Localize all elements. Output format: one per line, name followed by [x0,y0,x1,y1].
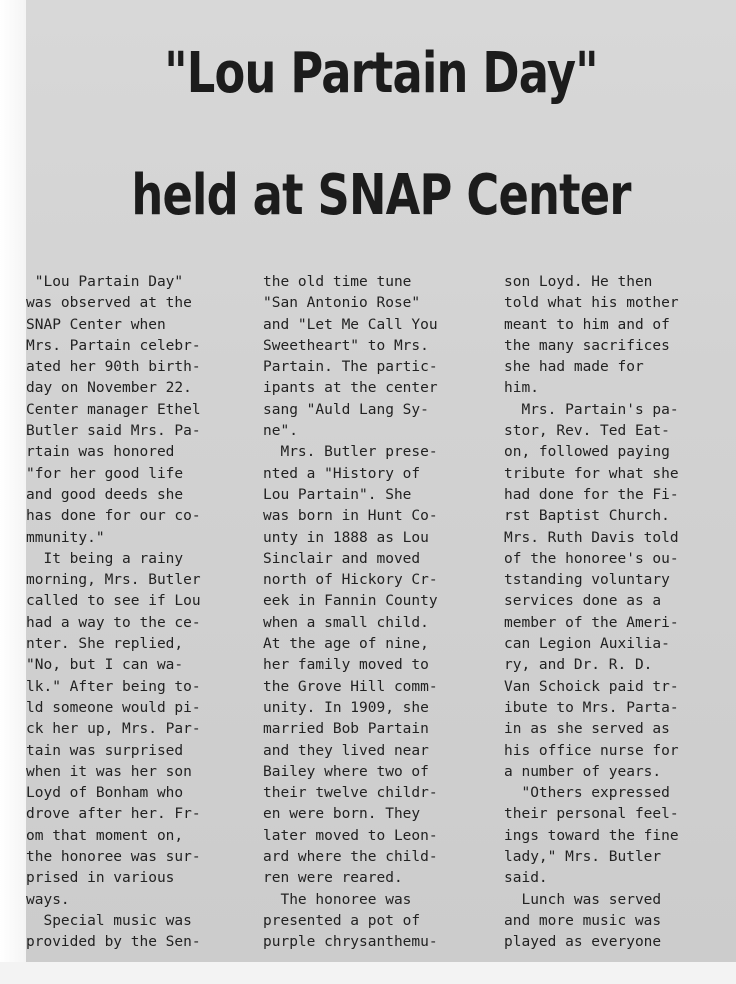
article-text-line: was observed at the [26,295,192,312]
article-text-line: tstanding voluntary [504,572,670,589]
article-text-line: unty in 1888 as Lou [263,529,429,546]
article-text-line: day on November 22. [26,380,192,397]
article-text-line: "No, but I can wa- [26,657,184,674]
article-text-line: can Legion Auxilia- [504,636,670,653]
article-text-line: their personal feel- [504,806,679,823]
article-text-line: Special music was [26,912,192,929]
article-text-line: "Others expressed [504,785,670,802]
article-text-line: him. [504,380,539,397]
article-text-line: Mrs. Partain celebr- [26,337,201,354]
article-text-line: on, followed paying [504,444,670,461]
article-text-line: Mrs. Ruth Davis told [504,529,679,546]
article-text-line: tribute for what she [504,465,679,482]
article-text-line: en were born. They [263,806,421,823]
article-text-line: eek in Fannin County [263,593,438,610]
article-text-line: provided by the Sen- [26,934,201,951]
article-text-line: told what his mother [504,295,679,312]
article-text-line: "San Antonio Rose" [263,295,421,312]
article-text-line: married Bob Partain [263,721,429,738]
article-text-line: Mrs. Partain's pa- [504,401,679,418]
article-text-line: presented a pot of [263,912,421,929]
article-column-1 [26,272,201,954]
article-text-line: ipants at the center [263,380,438,397]
article-text-line: Bailey where two of [263,763,429,780]
article-text-line: and good deeds she [26,486,184,503]
article-text-line: Loyd of Bonham who [26,785,184,802]
article-text-line: in as she served as [504,721,670,738]
article-text-line: the old time tune [263,274,412,290]
article-text-line: "Lou Partain Day" [26,274,184,290]
article-text-line: and they lived near [263,742,429,759]
article-text-line: ry, and Dr. R. D. [504,657,653,674]
article-text-line: nter. She replied, [26,636,184,653]
article-text-line: mmunity." [26,529,105,546]
article-text-line: had done for the Fi- [504,486,679,503]
article-text-line: ne". [263,423,298,440]
article-text-line: Sinclair and moved [263,550,421,567]
article-text-line: Lunch was served [504,891,662,908]
newspaper-clipping [26,0,736,968]
article-text-line: unity. In 1909, she [263,699,429,716]
article-text-line: and "Let Me Call You [263,316,438,333]
article-text-line: north of Hickory Cr- [263,572,438,589]
article-text-line: called to see if Lou [26,593,201,610]
article-text-line: his office nurse for [504,742,679,759]
article-text-line: the many sacrifices [504,337,670,354]
article-text-line: had a way to the ce- [26,614,201,631]
article-text-line: lady," Mrs. Butler [504,849,662,866]
article-text-line: of the honoree's ou- [504,550,679,567]
article-text-line: son Loyd. He then [504,274,653,290]
article-text-line: played as everyone [504,934,662,951]
article-text-line: ard where the child- [263,849,438,866]
article-text-line: nted a "History of [263,465,421,482]
article-text-line: the honoree was sur- [26,849,201,866]
article-text-line: "for her good life [26,465,184,482]
article-text-line: was born in Hunt Co- [263,508,438,525]
article-text-line: om that moment on, [26,827,184,844]
article-text-line: her family moved to [263,657,429,674]
article-text-line: ck her up, Mrs. Par- [26,721,201,738]
article-text-line: tain was surprised [26,742,184,759]
article-text-line: ren were reared. [263,870,403,887]
article-text-line: SNAP Center when [26,316,166,333]
article-text-line: ibute to Mrs. Parta- [504,699,679,716]
article-text-line: when a small child. [263,614,429,631]
article-text-line: meant to him and of [504,316,670,333]
article-text-line: At the age of nine, [263,636,429,653]
article-text-line: she had made for [504,359,644,376]
article-text-line: when it was her son [26,763,192,780]
article-text-line: services done as a [504,593,662,610]
article-text-line: ways. [26,891,70,908]
article-text-line: ld someone would pi- [26,699,201,716]
article-text-line: said. [504,870,548,887]
article-text-line: sang "Auld Lang Sy- [263,401,429,418]
article-text-line: stor, Rev. Ted Eat- [504,423,670,440]
headline-line-1: "Lou Partain Day" [164,41,598,106]
article-text-line: later moved to Leon- [263,827,438,844]
article-text-line: ated her 90th birth- [26,359,201,376]
article-text-line: Center manager Ethel [26,401,201,418]
article-column-2 [263,272,438,954]
article-text-line: a number of years. [504,763,662,780]
article-text-line: Van Schoick paid tr- [504,678,679,695]
article-text-line: The honoree was [263,891,412,908]
article-text-line: purple chrysanthemu- [263,934,438,951]
article-text-line: morning, Mrs. Butler [26,572,201,589]
article-text-line: Sweetheart" to Mrs. [263,337,429,354]
article-text-line: drove after her. Fr- [26,806,201,823]
article-text-line: their twelve childr- [263,785,438,802]
article-text-line: Partain. The partic- [263,359,438,376]
article-text-line: prised in various [26,870,175,887]
article-text-line: the Grove Hill comm- [263,678,438,695]
article-text-line: rtain was honored [26,444,175,461]
page-margin-bottom [0,962,736,984]
article-text-line: It being a rainy [26,550,184,567]
article-text-line: Mrs. Butler prese- [263,444,438,461]
article-text-line: member of the Ameri- [504,614,679,631]
article-text-line: lk." After being to- [26,678,201,695]
article-text-line: rst Baptist Church. [504,508,670,525]
article-text-line: and more music was [504,912,662,929]
headline-line-2: held at SNAP Center [131,163,631,228]
article-text-line: ings toward the fine [504,827,679,844]
page-margin-left [0,0,26,984]
article-text-line: Butler said Mrs. Pa- [26,423,201,440]
article-text-line: has done for our co- [26,508,201,525]
article-column-3 [504,272,679,954]
article-text-line: Lou Partain". She [263,486,412,503]
